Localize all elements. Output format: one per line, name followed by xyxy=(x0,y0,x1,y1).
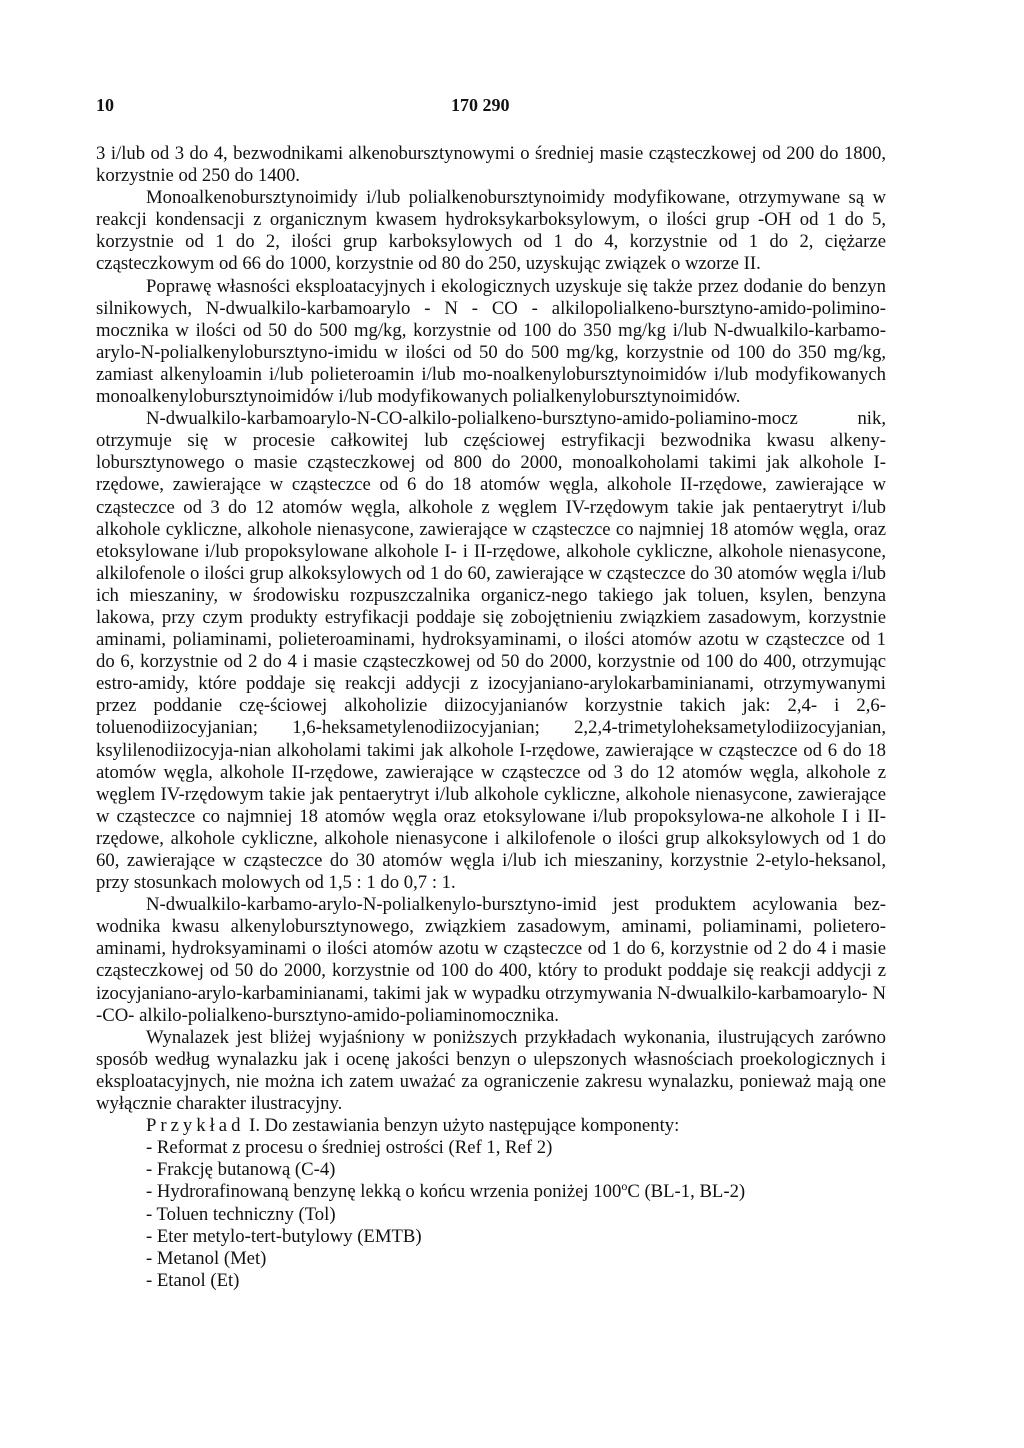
list-item-tail: C (BL-1, BL-2) xyxy=(627,1181,746,1203)
list-item: - Frakcję butanową (C-4) xyxy=(146,1159,336,1181)
list-item: - Metanol (Met) xyxy=(146,1247,267,1269)
example-intro xyxy=(96,1115,886,1137)
page-header xyxy=(96,95,886,119)
patent-number: 170 290 xyxy=(451,95,510,115)
paragraph-continuation: 3 i/lub od 3 do 4, bezwodnikami alkenobursztynowymi o średniej masie cząsteczkowej od 200 do 1800, korzystnie od 250 do 1400. xyxy=(96,143,886,187)
page-number: 10 xyxy=(96,95,114,115)
paragraph: Monoalkenobursztynoimidy i/lub polialkenobursztynoimidy modyfikowane, otrzymywane są w reakcji kondensacji z organicznym kwasem hydroksykarboksylowym, o ilości grup -OH od 1 do 5, korzystnie od 1 do 2, ilości grup karboksylowych od 1 do 4, korzystnie od 1 do 2, ciężarze cząsteczkowym od 66 do 1000, korzystnie od 80 do 250, uzyskując związek o wzorze II. xyxy=(96,187,886,275)
list-item: - Eter metylo-tert-butylowy (EMTB) xyxy=(146,1225,422,1247)
list-item xyxy=(96,1181,886,1203)
list-item: - Toluen techniczny (Tol) xyxy=(146,1203,336,1225)
list-item: - Etanol (Et) xyxy=(146,1269,240,1291)
degree-superscript: o xyxy=(621,1179,628,1194)
components-list xyxy=(96,1137,886,1292)
paragraph: N-dwualkilo-karbamoarylo-N-CO-alkilo-polialkeno-bursztyno-amido-poliamino-mocz nik, otrzymuje się w procesie całkowitej lub częściowej estryfikacji bezwodnika kwasu alkeny-lobursztynowego o masie cząsteczkowej od 800 do 2000, monoalkoholami takimi jak alkohole I-rzędowe, zawierające w cząsteczce od 6 do 18 atomów węgla, alkohole II-rzędowe, zawierające w cząsteczce od 3 do 12 atomów węgla, alkohole z węglem IV-rzędowym takie jak pentaerytryt i/lub alkohole cykliczne, alkohole nienasycone, zawierające w cząsteczce co najmniej 18 atomów węgla, oraz etoksylowane i/lub propoksylowane alkohole I- i II-rzędowe, alkohole cykliczne, alkohole nienasycone, alkilofenole o ilości grup alkoksylowych od 1 do 60, zawierające w cząsteczce do 30 atomów węgla i/lub ich mieszaniny, w środowisku rozpuszczalnika organicz-nego takiego jak toluen, ksylen, benzyna lakowa, przy czym produkty estryfikacji poddaje się zobojętnieniu związkiem zasadowym, korzystnie aminami, poliaminami, polieteroaminami, hydroksyaminami, o ilości atomów azotu w cząsteczce od 1 do 6, korzystnie od 2 do 4 i masie cząsteczkowej od 50 do 2000, korzystnie od 100 do 400, otrzymując estro-amidy, które poddaje się reakcji addycji z izocyjaniano-arylokarbaminianami, otrzymywanymi przez poddanie czę-ściowej alkoholizie diizocyjanianów korzystnie takich jak: 2,4- i 2,6-toluenodiizocyjanian; 1,6-heksametylenodiizocyjanian; 2,2,4-trimetyloheksametylodiizocyjanian, ksylilenodiizocyja-nian alkoholami takimi jak alkohole I-rzędowe, zawierające w cząsteczce od 6 do 18 atomów węgla, alkohole II-rzędowe, zawierające w cząsteczce od 3 do 12 atomów węgla, alkohole z węglem IV-rzędowym takie jak pentaerytryt i/lub alkohole cykliczne, alkohole nienasycone, zawierające w cząsteczce co najmniej 18 atomów węgla oraz etoksylowane i/lub propoksylowa-ne alkohole I i II-rzędowe, alkohole cykliczne, alkohole nienasycone i alkilofenole o ilości grup alkoksylowych od 1 do 60, zawierające w cząsteczce do 30 atomów węgla i/lub ich mieszaniny, korzystnie 2-etylo-heksanol, przy stosunkach molowych od 1,5 : 1 do 0,7 : 1. xyxy=(96,408,886,894)
list-item: - Reformat z procesu o średniej ostrości (Ref 1, Ref 2) xyxy=(146,1137,553,1159)
example-label: Przykład xyxy=(146,1115,245,1137)
list-item-text: - Hydrorafinowaną benzynę lekką o końcu wrzenia poniżej 100 xyxy=(146,1181,622,1203)
document-body xyxy=(96,143,886,1292)
paragraph: Wynalazek jest bliżej wyjaśniony w poniższych przykładach wykonania, ilustrujących zarówno sposób według wynalazku jak i ocenę jakości benzyn o ulepszonych własnościach proekologicznych i eksploatacyjnych, nie można ich zatem uważać za ograniczenie zakresu wynalazku, ponieważ mają one wyłącznie charakter ilustracyjny. xyxy=(96,1026,886,1115)
paragraph: Poprawę własności eksploatacyjnych i ekologicznych uzyskuje się także przez dodanie do benzyn silnikowych, N-dwualkilo-karbamoarylo - N - CO - alkilopolialkeno-bursztyno-amido-polimino-mocznika w ilości od 50 do 500 mg/kg, korzystnie od 100 do 350 mg/kg i/lub N-dwualkilo-karbamo-arylo-N-polialkenylobursztyno-imidu w ilości od 50 do 500 mg/kg, korzystnie od 100 do 350 mg/kg, zamiast alkenyloamin i/lub polieteroamin i/lub mo-noalkenylobursztynoimidów i/lub modyfikowanych monoalkenylobursztynoimidów i/lub modyfikowanych polialkenylobursztynoimidów. xyxy=(96,275,886,408)
paragraph: N-dwualkilo-karbamo-arylo-N-polialkenylo-bursztyno-imid jest produktem acylowania bez-wodnika kwasu alkenylobursztynowego, związkiem zasadowym, aminami, poliaminami, polietero-aminami, hydroksyaminami o ilości atomów azotu w cząsteczce od 1 do 6, korzystnie od 2 do 4 i masie cząsteczkowej od 50 do 2000, korzystnie od 100 do 400, który to produkt poddaje się reakcji addycji z izocyjaniano-arylo-karbaminianami, takimi jak w wypadku otrzymywania N-dwualkilo-karbamoarylo- N -CO- alkilo-polialkeno-bursztyno-amido-poliaminomocznika. xyxy=(96,894,886,1026)
example-intro-text: I. Do zestawiania benzyn użyto następujące komponenty: xyxy=(244,1115,680,1137)
